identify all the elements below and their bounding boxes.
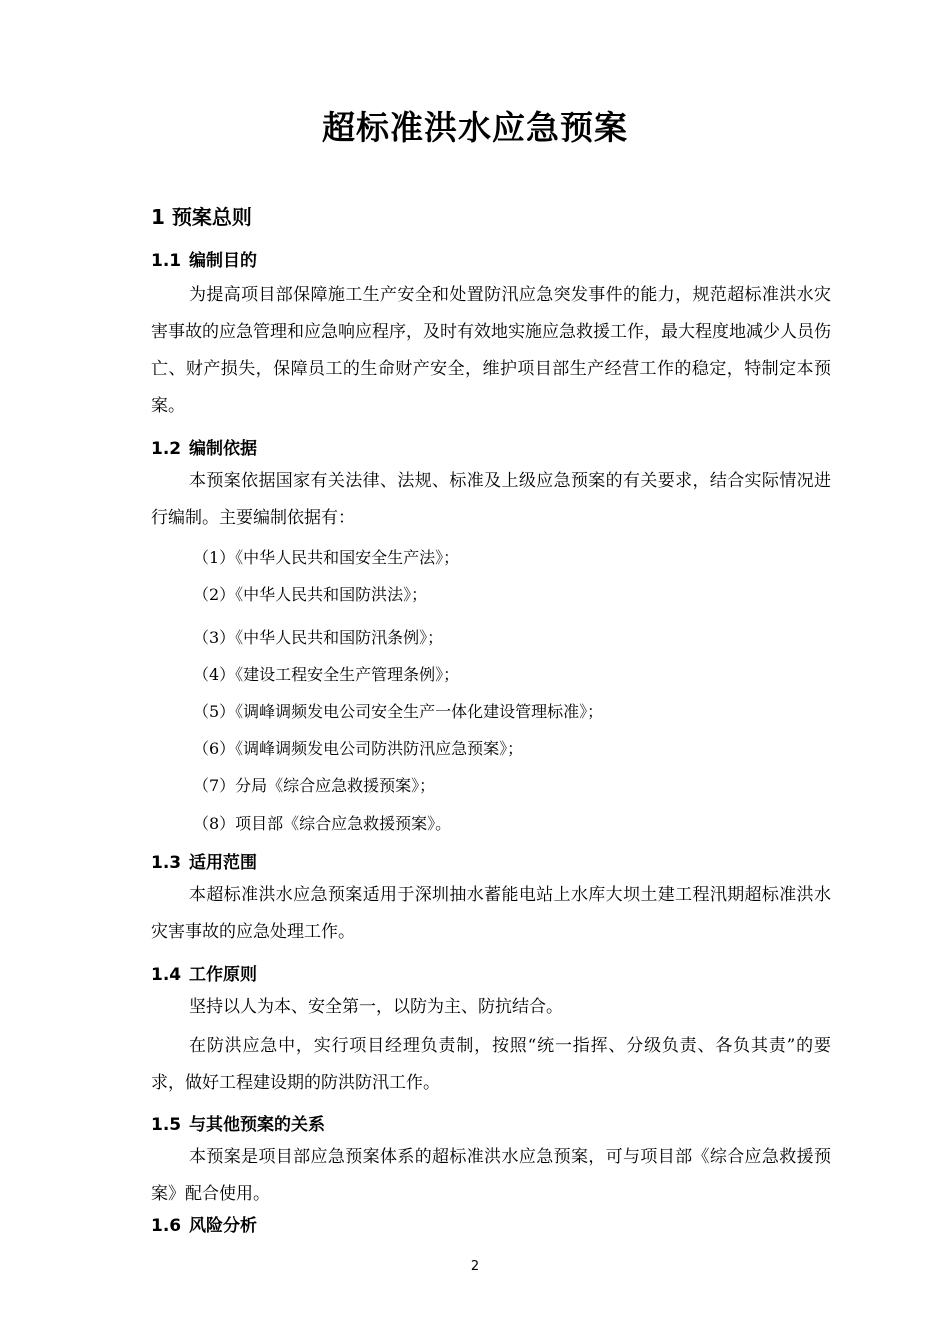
page-number: 2 [470,1259,480,1274]
section-title: 工作原则 [189,965,257,985]
section-heading-1-6 [151,1211,257,1236]
section-heading-1-5 [151,1110,325,1135]
section-title: 与其他预案的关系 [189,1115,325,1135]
section-number: 1.4 [151,965,182,985]
list-item: （7）分局《综合应急救援预案》； [193,776,436,795]
section-number: 1.1 [151,251,182,271]
list-item: （6）《调峰调频发电公司防洪防汛应急预案》； [193,739,524,758]
paragraph-basis: 本预案依据国家有关法律、法规、标准及上级应急预案的有关要求，结合实际情况进行编制。主要编制依据有： [151,471,831,528]
section-number: 1.6 [151,1216,182,1236]
section-number: 1.5 [151,1115,182,1135]
list-item: （5）《调峰调频发电公司安全生产一体化建设管理标准》； [193,702,604,721]
list-item: （3）《中华人民共和国防汛条例》； [193,628,444,647]
paragraph-relation: 本预案是项目部应急预案体系的超标准洪水应急预案，可与项目部《综合应急救援预案》配合使用。 [151,1147,831,1204]
section-heading-1-1 [151,246,257,271]
section-title: 适用范围 [189,853,257,873]
paragraph-scope: 本超标准洪水应急预案适用于深圳抽水蓄能电站上水库大坝土建工程汛期超标准洪水灾害事故的应急处理工作。 [151,885,831,942]
list-item: （2）《中华人民共和国防洪法》； [193,585,428,604]
paragraph-principle-1: 坚持以人为本、安全第一，以防为主、防抗结合。 [189,997,563,1017]
section-title: 风险分析 [189,1216,257,1236]
document-title: 超标准洪水应急预案 [322,108,628,147]
paragraph-purpose: 为提高项目部保障施工生产安全和处置防汛应急突发事件的能力，规范超标准洪水灾害事故的应急管理和应急响应程序，及时有效地实施应急救援工作，最大程度地减少人员伤亡、财产损失，保障员工的生命财产安全，维护项目部生产经营工作的稳定，特制定本预案。 [151,285,831,416]
section-heading-1-2 [151,434,257,459]
section-number: 1.3 [151,853,182,873]
paragraph-principle-2: 在防洪应急中，实行项目经理负责制，按照“统一指挥、分级负责、各负其责”的要求，做好工程建设期的防洪防汛工作。 [151,1036,831,1093]
section-heading-1-4 [151,960,257,985]
list-item: （1）《中华人民共和国安全生产法》； [193,548,460,567]
section-heading-1-3 [151,848,257,873]
list-item: （8）项目部《综合应急救援预案》。 [193,814,452,833]
section-title: 编制目的 [189,251,257,271]
section-number: 1.2 [151,439,182,459]
section-heading-1: 1 预案总则 [151,205,252,229]
section-title: 编制依据 [189,439,257,459]
list-item: （4）《建设工程安全生产管理条例》； [193,665,460,684]
